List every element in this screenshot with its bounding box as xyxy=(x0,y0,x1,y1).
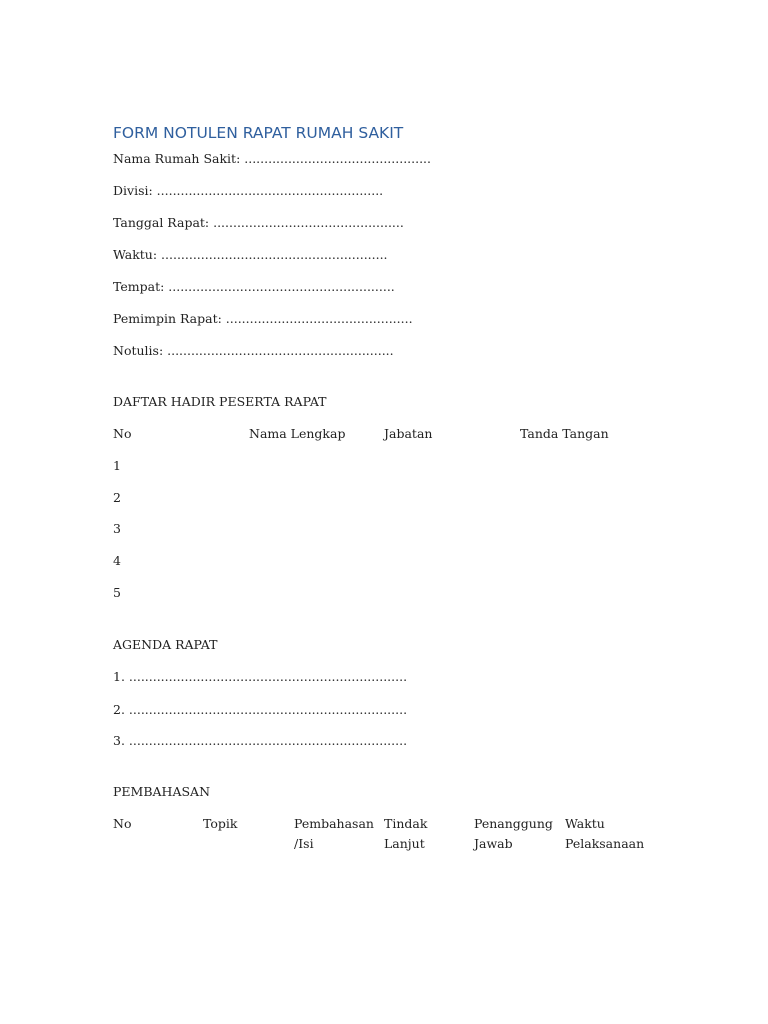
attendance-row-number: 3 xyxy=(113,521,121,536)
discussion-col-line2: Lanjut xyxy=(384,836,425,851)
discussion-col-content xyxy=(294,814,374,854)
agenda-item: 3. ...................................................................... xyxy=(113,733,408,748)
attendance-col-position: Jabatan xyxy=(384,426,433,441)
attendance-col-no: No xyxy=(113,426,132,441)
field-time: Waktu: ......................................................... xyxy=(113,247,388,262)
field-note-taker: Notulis: ......................................................... xyxy=(113,343,394,358)
discussion-heading: PEMBAHASAN xyxy=(113,784,211,799)
attendance-row-number: 4 xyxy=(113,553,121,568)
discussion-col-line1: Tindak xyxy=(384,816,428,831)
discussion-col-no xyxy=(113,814,131,834)
attendance-col-signature: Tanda Tangan xyxy=(520,426,609,441)
agenda-item: 1. ...................................................................... xyxy=(113,669,408,684)
field-meeting-date: Tanggal Rapat: ................................................ xyxy=(113,215,404,230)
attendance-row-number: 2 xyxy=(113,490,121,505)
field-place: Tempat: ......................................................... xyxy=(113,279,395,294)
discussion-col-implementation-time xyxy=(565,814,644,854)
discussion-col-line1: Pembahasan xyxy=(294,816,374,831)
discussion-col-line2: Jawab xyxy=(474,836,513,851)
agenda-item: 2. ...................................................................... xyxy=(113,702,408,717)
discussion-col-line1: No xyxy=(113,816,132,831)
discussion-col-person-in-charge xyxy=(474,814,553,854)
discussion-col-line1: Topik xyxy=(203,816,238,831)
discussion-col-line1: Penanggung xyxy=(474,816,553,831)
attendance-heading: DAFTAR HADIR PESERTA RAPAT xyxy=(113,394,327,409)
page-title: FORM NOTULEN RAPAT RUMAH SAKIT xyxy=(113,124,404,142)
attendance-col-name: Nama Lengkap xyxy=(249,426,346,441)
discussion-col-line2: /Isi xyxy=(294,836,314,851)
attendance-row-number: 1 xyxy=(113,458,121,473)
discussion-col-topic xyxy=(203,814,237,834)
attendance-row-number: 5 xyxy=(113,585,121,600)
field-meeting-leader: Pemimpin Rapat: ............................................... xyxy=(113,311,413,326)
field-hospital-name: Nama Rumah Sakit: ............................................... xyxy=(113,151,432,166)
field-division: Divisi: ......................................................... xyxy=(113,183,384,198)
agenda-heading: AGENDA RAPAT xyxy=(113,637,218,652)
discussion-col-line1: Waktu xyxy=(565,816,605,831)
discussion-col-follow-up xyxy=(384,814,427,854)
discussion-col-line2: Pelaksanaan xyxy=(565,836,645,851)
